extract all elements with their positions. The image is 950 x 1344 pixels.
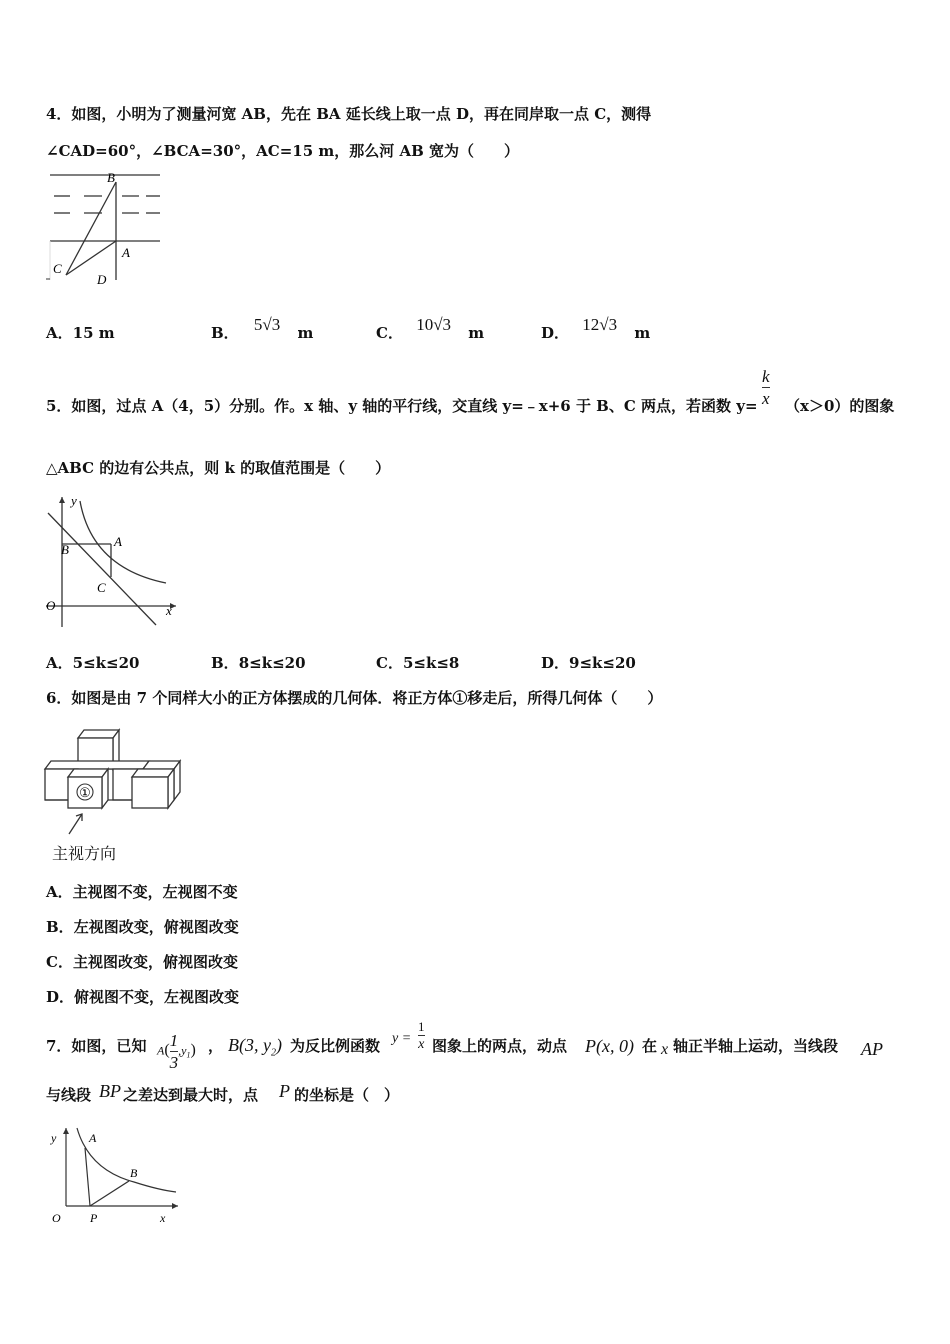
q7-line2-mid: 之差达到最大时，点 <box>123 1086 259 1104</box>
q7-graph-figure <box>44 1122 184 1230</box>
q4-river-figure <box>44 168 164 288</box>
q6-option-c[interactable]: C．主视图改变，俯视图改变 <box>46 953 238 971</box>
q7-axis-x: x <box>661 1041 669 1058</box>
q7-text4: 轴正半轴上运动，当线段 <box>673 1037 839 1055</box>
q5-stem-line2: △ABC 的边有公共点，则 k 的取值范围是（ ） <box>46 459 391 477</box>
q6-stem-line1: 6．如图是由 7 个同样大小的正方体摆成的几何体．将正方体①移走后，所得几何体（ ） <box>46 689 663 707</box>
q7-label-A: A <box>89 1131 97 1145</box>
q4-label-C: C <box>53 261 62 276</box>
q7-text2: 图象上的两点，动点 <box>432 1037 568 1055</box>
q5-option-b[interactable]: B．8≤k≤20 <box>211 654 306 672</box>
q7-point-a: A( $\frac{1}{3}$ $,y_1$) <box>157 1031 196 1072</box>
q5-label-O: O <box>46 598 56 613</box>
q4-label-D: D <box>97 272 107 287</box>
q5-fraction-k-over-x: $\frac{k}{x}$ <box>762 367 770 408</box>
q7-prefix: 7．如图，已知 <box>46 1037 147 1055</box>
q7-label-O: O <box>52 1211 61 1225</box>
q6-option-a[interactable]: A．主视图不变，左视图不变 <box>46 883 238 901</box>
q7-text1: 为反比例函数 <box>290 1037 381 1055</box>
q5-stem-line1-post: （x＞0）的图象 <box>785 397 895 415</box>
q4-label-A: A <box>122 245 130 260</box>
q7-label-y: y <box>51 1131 57 1145</box>
q7-point-p-coords: P(x, 0) <box>585 1036 634 1056</box>
q7-label-x: x <box>160 1211 166 1225</box>
q4-label-B: B <box>107 170 115 185</box>
q5-stem-line1-pre: 5．如图，过点 A（4，5）分别。作。x 轴、y 轴的平行线，交直线 y=﹣x+6 于 B、C 两点，若函数 y= <box>46 397 758 415</box>
q7-line2-post: 的坐标是（ ） <box>294 1086 400 1104</box>
q5-label-B: B <box>61 542 69 557</box>
q7-point-b: B(3, $y_2$) <box>228 1035 282 1059</box>
q4-option-c[interactable]: C． 10√3 m <box>376 315 485 342</box>
q5-option-a[interactable]: A．5≤k≤20 <box>46 654 140 672</box>
q5-label-x: x <box>166 603 172 618</box>
q4-option-d[interactable]: D． 12√3 m <box>541 315 651 342</box>
q6-cube-label: ① <box>79 785 91 800</box>
q5-label-y: y <box>71 493 77 508</box>
q5-label-C: C <box>97 580 106 595</box>
q7-segment-ap: AP <box>861 1039 883 1059</box>
q7-label-P: P <box>90 1211 98 1225</box>
q7-function-lhs: y = <box>392 1031 412 1046</box>
q7-point-p: P <box>279 1081 290 1101</box>
q5-label-A: A <box>114 534 122 549</box>
q7-text3: 在 <box>642 1037 658 1055</box>
q4-option-a[interactable]: A．15 m <box>46 324 115 342</box>
q5-option-c[interactable]: C．5≤k≤8 <box>376 654 460 672</box>
q5-option-d[interactable]: D．9≤k≤20 <box>541 654 636 672</box>
q7-label-B: B <box>130 1166 138 1180</box>
q4-stem-line2: ∠CAD=60°，∠BCA=30°，AC=15 m，那么河 AB 宽为（ ） <box>46 142 520 160</box>
q6-option-d[interactable]: D．俯视图不变，左视图改变 <box>46 988 240 1006</box>
q6-direction-label: 主视方向 <box>52 844 117 863</box>
q5-graph-figure <box>42 493 180 631</box>
q7-comma: ， <box>208 1037 224 1055</box>
q4-stem-line1: 4．如图，小明为了测量河宽 AB，先在 BA 延长线上取一点 D，再在同岸取一点 C，测得 <box>46 105 652 123</box>
q7-segment-bp: BP <box>99 1081 121 1101</box>
q4-option-b[interactable]: B． 5√3 m <box>211 315 314 342</box>
q7-line2-pre: 与线段 <box>46 1086 92 1104</box>
q7-function-fraction: $\frac{1}{x}$ <box>418 1019 425 1052</box>
q6-option-b[interactable]: B．左视图改变，俯视图改变 <box>46 918 239 936</box>
